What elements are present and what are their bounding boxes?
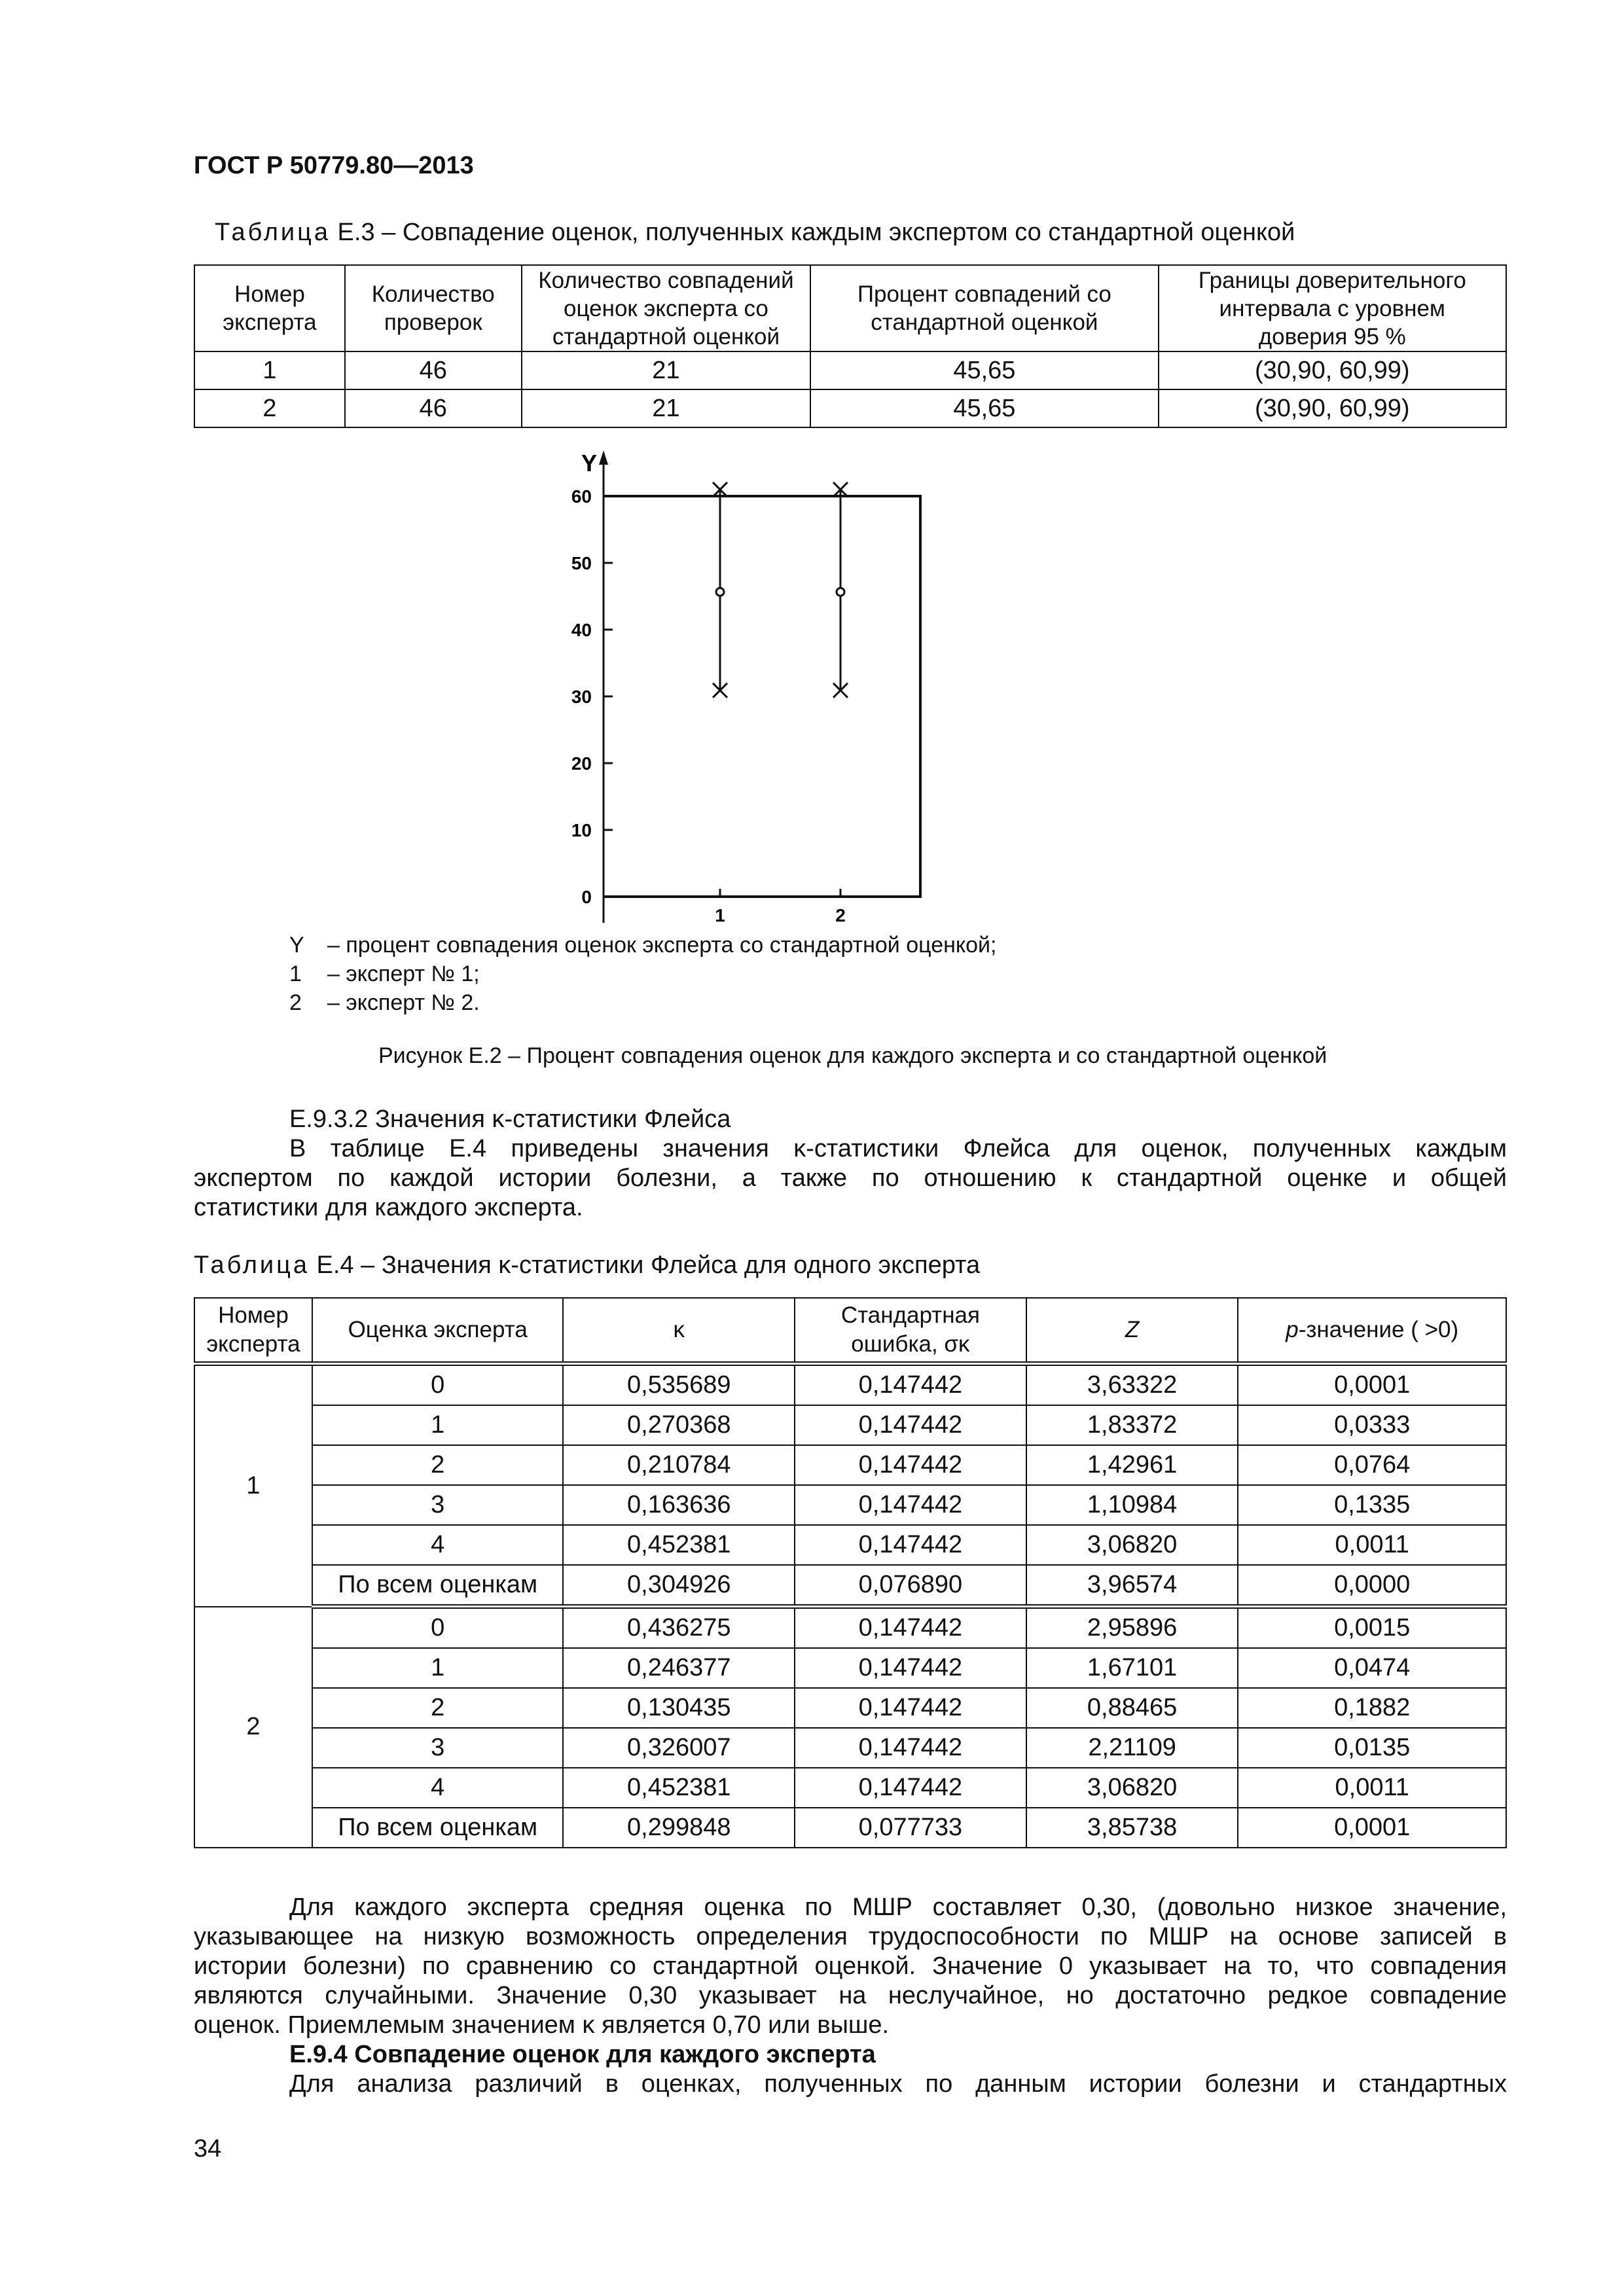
table3-caption-text: Е.3 – Совпадение оценок, полученных каждым экспертом со стандартной оценкой — [331, 219, 1295, 246]
table-cell: 0,0135 — [1238, 1728, 1506, 1768]
table-cell: По всем оценкам — [312, 1565, 564, 1607]
y-tick-label: 20 — [571, 753, 592, 774]
table-cell: 0,147442 — [795, 1728, 1026, 1768]
table-cell: 1,67101 — [1026, 1648, 1238, 1688]
section-e932-line3: статистики для каждого эксперта. — [194, 1194, 583, 1221]
table-row — [194, 1728, 1506, 1768]
table-cell: 0,0001 — [1238, 1808, 1506, 1848]
table-cell: 0,147442 — [795, 1688, 1026, 1728]
figure-caption: Рисунок Е.2 – Процент совпадения оценок для каждого эксперта и со стандартной оценкой — [378, 1043, 1327, 1068]
table-row — [194, 1768, 1506, 1808]
x-ticks — [715, 889, 846, 925]
y-tick-label: 0 — [581, 887, 592, 907]
table-row — [194, 351, 1506, 389]
table-cell: 0,0001 — [1238, 1364, 1506, 1406]
legend-item: Y – процент совпадения оценок эксперта со стандартной оценкой; — [289, 933, 997, 958]
table-cell: 0,0000 — [1238, 1565, 1506, 1607]
y-tick-label: 50 — [571, 553, 592, 573]
table-cell: 0 — [312, 1364, 564, 1406]
table-cell: 0 — [312, 1607, 564, 1649]
table-cell: 0,0333 — [1238, 1405, 1506, 1445]
section-e94-title: Е.9.4 Совпадение оценок для каждого эксперта — [289, 2041, 876, 2068]
table-cell: 0,0474 — [1238, 1648, 1506, 1688]
conclusion-line3: истории болезни) по сравнению со стандартной оценкой. Значение 0 указывает на то, что совпадения — [194, 1952, 1507, 1980]
table-cell: 1,42961 — [1026, 1445, 1238, 1485]
table4-header-kappa: κ — [563, 1298, 795, 1364]
expert-cell: 2 — [194, 1607, 312, 1848]
table-cell: 0,326007 — [563, 1728, 795, 1768]
x-tick-label: 2 — [835, 905, 846, 925]
table-cell: 2 — [312, 1688, 564, 1728]
plot-frame — [604, 496, 920, 897]
table-cell: 0,88465 — [1026, 1688, 1238, 1728]
table-cell: 4 — [312, 1525, 564, 1565]
figure-e2-chart — [550, 439, 949, 936]
table-cell: 46 — [345, 389, 522, 427]
legend-item: 1 – эксперт № 1; — [289, 961, 480, 986]
table4-header-pvalue: p-значение ( >0) — [1238, 1298, 1506, 1364]
y-tick-label: 40 — [571, 620, 592, 640]
table-cell: 3 — [312, 1728, 564, 1768]
table-cell: 0,436275 — [563, 1607, 795, 1649]
table-row — [194, 1607, 1506, 1649]
table-cell: 2,21109 — [1026, 1728, 1238, 1768]
document-header: ГОСТ Р 50779.80—2013 — [194, 152, 474, 179]
y-tick-label: 30 — [571, 687, 592, 707]
table3-header-interval: Границы доверительного интервала с уровнем доверия 95 % — [1159, 265, 1506, 351]
table-cell: 3,85738 — [1026, 1808, 1238, 1848]
section-e932-line2: экспертом по каждой истории болезни, а также по отношению к стандартной оценке и общей — [194, 1164, 1507, 1192]
table-cell: 4 — [312, 1768, 564, 1808]
table-row — [194, 1445, 1506, 1485]
table-cell: 1 — [194, 351, 345, 389]
table-cell: 0,163636 — [563, 1485, 795, 1525]
table-cell: 2,95896 — [1026, 1607, 1238, 1649]
error-bars — [713, 482, 848, 698]
table-cell: 0,076890 — [795, 1565, 1026, 1607]
table-row — [194, 389, 1506, 427]
table-row — [194, 1808, 1506, 1848]
table-cell: 3,06820 — [1026, 1525, 1238, 1565]
table-cell: (30,90, 60,99) — [1159, 389, 1506, 427]
table-row — [194, 1485, 1506, 1525]
table-cell: 0,147442 — [795, 1445, 1026, 1485]
table3-header-matches: Количество совпадений оценок эксперта со стандартной оценкой — [522, 265, 811, 351]
table4-header-stderr: Стандартная ошибка, σκ — [795, 1298, 1026, 1364]
table-cell: 1,83372 — [1026, 1405, 1238, 1445]
table-cell: 1 — [312, 1648, 564, 1688]
table-cell: 0,246377 — [563, 1648, 795, 1688]
table4-header-z: Z — [1026, 1298, 1238, 1364]
table-cell: 0,0011 — [1238, 1768, 1506, 1808]
table-cell: 0,0011 — [1238, 1525, 1506, 1565]
page-number: 34 — [194, 2135, 222, 2162]
table-cell: 3,63322 — [1026, 1364, 1238, 1406]
section-e932-title: Е.9.3.2 Значения κ-статистики Флейса — [289, 1105, 731, 1133]
expert-cell: 1 — [194, 1364, 312, 1607]
table-cell: 3,96574 — [1026, 1565, 1238, 1607]
conclusion-line1: Для каждого эксперта средняя оценка по МШР составляет 0,30, (довольно низкое значение, — [289, 1893, 1507, 1921]
table3-header-checks: Количество проверок — [345, 265, 522, 351]
conclusion-line2: указывающее на низкую возможность определения трудоспособности по МШР на основе записей в — [194, 1923, 1507, 1950]
table-cell: 1 — [312, 1405, 564, 1445]
table-row — [194, 1364, 1506, 1406]
table3-header-percent: Процент совпадений со стандартной оценкой — [810, 265, 1158, 351]
table3-caption-label: Таблица — [215, 219, 331, 246]
y-axis-label: Y — [581, 450, 598, 476]
table-cell: 1,10984 — [1026, 1485, 1238, 1525]
table4 — [194, 1297, 1507, 1848]
table4-caption-label: Таблица — [194, 1251, 310, 1279]
figure-legend — [289, 931, 997, 1017]
table-cell: 0,147442 — [795, 1607, 1026, 1649]
mean-point — [716, 588, 724, 596]
table4-caption — [194, 1251, 980, 1280]
y-axis-arrow — [599, 450, 608, 465]
section-e94-line: Для анализа различий в оценках, полученных по данным истории болезни и стандартных — [289, 2070, 1507, 2098]
table-cell: 0,077733 — [795, 1808, 1026, 1848]
table4-header-score: Оценка эксперта — [312, 1298, 564, 1364]
table3-header-row — [194, 265, 1506, 351]
table-cell: 2 — [312, 1445, 564, 1485]
conclusion-line5: оценок. Приемлемым значением κ является 0,70 или выше. — [194, 2011, 890, 2039]
table-cell: 45,65 — [810, 389, 1158, 427]
table-cell: 0,535689 — [563, 1364, 795, 1406]
table-cell: (30,90, 60,99) — [1159, 351, 1506, 389]
table-cell: 0,0764 — [1238, 1445, 1506, 1485]
table-cell: 3,06820 — [1026, 1768, 1238, 1808]
y-tick-label: 60 — [571, 486, 592, 507]
section-e932-line1: В таблице Е.4 приведены значения κ-статистики Флейса для оценок, полученных каждым — [289, 1135, 1507, 1162]
conclusion-line4: являются случайными. Значение 0,30 указывает на неслучайное, но достаточно редкое совпадение — [194, 1982, 1507, 2009]
table-cell: 0,210784 — [563, 1445, 795, 1485]
table-cell: 45,65 — [810, 351, 1158, 389]
table-cell: 0,1882 — [1238, 1688, 1506, 1728]
table-row — [194, 1648, 1506, 1688]
table3-caption — [215, 219, 1295, 247]
mean-point — [837, 588, 844, 596]
table-row — [194, 1405, 1506, 1445]
table-cell: 0,130435 — [563, 1688, 795, 1728]
y-tick-label: 10 — [571, 820, 592, 840]
table-cell: 0,304926 — [563, 1565, 795, 1607]
table-cell: 3 — [312, 1485, 564, 1525]
table-cell: По всем оценкам — [312, 1808, 564, 1848]
table-cell: 0,147442 — [795, 1768, 1026, 1808]
table3-header-expert: Номер эксперта — [194, 265, 345, 351]
table-cell: 0,147442 — [795, 1364, 1026, 1406]
table-cell: 0,147442 — [795, 1648, 1026, 1688]
table-cell: 0,270368 — [563, 1405, 795, 1445]
table-cell: 0,1335 — [1238, 1485, 1506, 1525]
table-cell: 0,452381 — [563, 1525, 795, 1565]
table4-caption-text: Е.4 – Значения κ-статистики Флейса для одного эксперта — [310, 1251, 981, 1279]
table-cell: 0,147442 — [795, 1525, 1026, 1565]
table-cell: 0,0015 — [1238, 1607, 1506, 1649]
table4-header-row — [194, 1298, 1506, 1364]
table4-header-expert: Номер эксперта — [194, 1298, 312, 1364]
table-cell: 0,452381 — [563, 1768, 795, 1808]
table-cell: 0,147442 — [795, 1405, 1026, 1445]
table-row — [194, 1525, 1506, 1565]
table-cell: 21 — [522, 389, 811, 427]
table-row — [194, 1688, 1506, 1728]
table-row — [194, 1565, 1506, 1607]
table-cell: 2 — [194, 389, 345, 427]
table-cell: 46 — [345, 351, 522, 389]
table-cell: 0,299848 — [563, 1808, 795, 1848]
table3 — [194, 264, 1507, 428]
y-ticks — [571, 486, 613, 907]
table-cell: 0,147442 — [795, 1485, 1026, 1525]
legend-item: 2 – эксперт № 2. — [289, 990, 480, 1015]
table-cell: 21 — [522, 351, 811, 389]
x-tick-label: 1 — [715, 905, 725, 925]
